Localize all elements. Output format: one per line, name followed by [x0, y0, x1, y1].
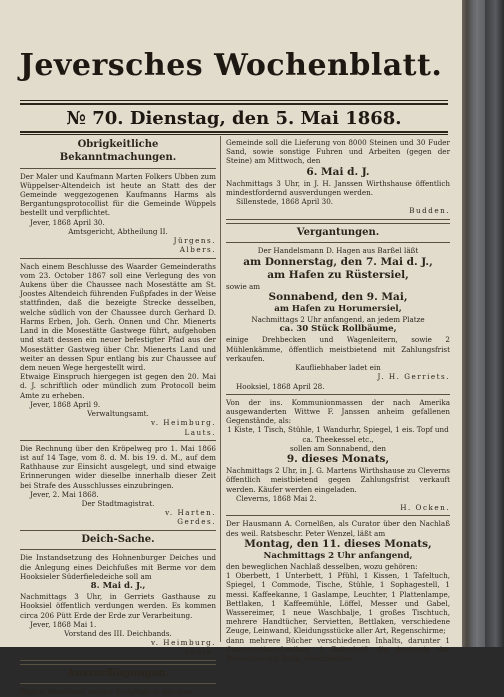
- notice-body-continued: Etwaige Einspruch hiergegen ist gegen den 20. Mai d. J. schriftlich oder mündlich zum Protocoll beim Amte zu erheben.: [20, 372, 216, 400]
- section-heading-auctions: Vergantungen.: [296, 226, 380, 238]
- auction-date: Sonnabend, den 9. Mai,: [268, 291, 408, 304]
- divider-double: [226, 219, 450, 224]
- auction-buyers: Kaufliebhaber ladet ein: [295, 363, 381, 373]
- notice-continued: Gemeinde soll die Lieferung von 8000 Steinen und 30 Fuder Sand, sowie sonstige Fuhren und Arbeiten (gegen der Steine) am Mittwoch, den: [226, 138, 450, 166]
- auction-time: Nachmittags 2 Uhr anfangend, an jedem Platze: [251, 315, 425, 325]
- notice-office: Verwaltungsamt.: [87, 409, 149, 419]
- auction-intro: Der Hausmann A. Cornelßen, als Curator über den Nachlaß des weil. Ratsbeschr. Peter Wenzel, läßt am: [226, 519, 450, 538]
- auction-item: ca. 30 Stück Rollbäume,: [279, 324, 397, 335]
- section-heading-official: Obrigkeitliche Bekanntmachungen.: [59, 139, 177, 163]
- notice-date: Jever, 1868 April 30.: [30, 217, 105, 227]
- notice-signature: Budden.: [409, 206, 450, 216]
- book-spine: [462, 0, 504, 647]
- divider: [226, 515, 450, 516]
- notice-body: Nach einem Beschlusse des Waarder Gemeinderaths vom 23. October 1867 soll eine Verlegung des von Aukens über die Chaussee nach Mosestätte am St. Joostes Altendeich führenden Fußpfades in der Weise stattfinden, daß die bezeigte Strecke desselben, welche südlich von der Chaussee durch Gerhard D. Harms Erben, Joh. Gerh. Onnen und Chr. Mienerts Land in die Mosestätte Gastwege führt, aufgehoben und statt dessen ein neuer befestigter Pfad aus der Mosestätter Gastweg über Chr. Mienerts Land und weiter an dessen Spur entlang bis zur Chaussee auf dem neuen Wege hergestellt wird.: [20, 261, 216, 372]
- notice-body: Die Instandsetzung des Hohnenburger Deiches und die Anlegung eines Deichfußes mit Berme vor dem Hooksieler Süderfieledeiche soll am: [20, 553, 216, 581]
- notice-date: Jever, 1868 April 9.: [30, 399, 101, 409]
- section-heading-contracts: Ausverdingungen.: [67, 667, 169, 679]
- notice-office: Vorstand des III. Deichbands.: [64, 629, 172, 639]
- notice-body-continued: Nachmittags 3 Uhr, in J. H. Janssen Wirthshause öffentlich mindestfordernd ausverdungen werden.: [226, 178, 450, 197]
- divider: [226, 242, 450, 243]
- auction-connector: sollen am Sonnabend, den: [289, 443, 387, 453]
- issue-rule-bottom: [20, 134, 448, 135]
- auction-intro: Der Handelsmann D. Hagen aus Barßel läßt: [257, 246, 419, 256]
- notice-date: Jever, 2. Mai 1868.: [30, 489, 99, 499]
- auction-location-date: Hooksiel, 1868 April 28.: [236, 381, 325, 391]
- auction-items: 1 Oberbett, 1 Unterbett, 1 Pfühl, 1 Kissen, 1 Tafeltuch, Spiegel, 1 Commode, Tische, Stühle, 1 Sophagestell, 1 messi. Kaffeekanne, 1 Gaslampe, Leuchter, 1 Plattenlampe, Bettlaken, 1 Kaffeemühle, Löffel, Messer und Gabel, Wassereimer, 1 neue Waschbalje, 1 großes Tischtuch, mehrere Handtücher, Servietten, Bettlaken, verschiedene Zeuge, Leinwand, Kleidungsstücke aller Art, Regenschirme;: [226, 571, 450, 636]
- notice-signature-secondary: Lauts.: [184, 647, 216, 657]
- notice-body: Die Rechnung über den Kröpelweg pro 1. Mai 1866 ist auf 14 Tage, vom 8. d. M. bis 19. d. M., auf dem Rathhause zur Einsicht ausgelegt, und sind etwaige Erinnerungen wider dieselbe innerhalb dieser Zeit bei Strafe des Ausschlusses einzubringen.: [20, 443, 216, 490]
- notice-event-date: 8. Mai d. J.,: [90, 581, 146, 592]
- left-column: [20, 138, 216, 697]
- auction-time: Nachmittags 2 Uhr anfangend,: [263, 550, 413, 561]
- notice-signature-secondary: Gerdes.: [177, 517, 216, 527]
- notice-office: Amtsgericht, Abtheilung II.: [68, 226, 168, 236]
- masthead-rule-top: [20, 100, 448, 101]
- notice-signature: v. Harten.: [165, 508, 216, 518]
- section-heading-dike: Deich-Sache.: [81, 533, 155, 545]
- masthead-rule-top-thick: [20, 103, 448, 105]
- auction-location-date: Cleverns, 1868 Mai 2.: [236, 493, 317, 503]
- divider: [20, 168, 216, 169]
- auction-signature: H. Ocken.: [400, 503, 450, 513]
- auction-body: Von der ins. Kommunionmassen der nach Amerika ausgewanderten Wittwe F. Janssen anheim gefallenen Gegenstände, als:: [226, 397, 450, 426]
- divider: [226, 394, 450, 395]
- auction-place: am Hafen zu Rüstersiel,: [267, 268, 409, 281]
- notice-event-date: 6. Mai d. J.: [306, 165, 370, 178]
- notice-signature-secondary: Lauts.: [184, 427, 216, 437]
- issue-line: № 70. Dienstag, den 5. Mai 1868.: [66, 108, 402, 129]
- auction-body: einige Drehbecken und Wagenleitern, sowie 2 Mühlenkämme, öffentlich meistbietend mit Zahlungsfrist verkaufen.: [226, 335, 450, 363]
- notice-date: Sillenstede, 1868 April 30.: [236, 197, 334, 207]
- notice-signature-secondary: Albers.: [179, 245, 216, 255]
- right-column: [226, 138, 450, 664]
- notice-body-continued: Nachmittags 3 Uhr, in Gerriets Gasthause zu Hooksiel öffentlich verdungen werden. Es kommen circa 206 Pütt Erde der Erde zur Verarbeitung.: [20, 592, 216, 620]
- auction-signature: J. H. Gerriets.: [377, 372, 450, 382]
- auction-books: dann mehrere Bücher verschiedenen Inhalts, darunter 1 Conversations-Lexikon, 1 Zeitschrift die Anatomie der Menschen von Bock, verschiedene: [226, 635, 450, 664]
- divider: [20, 258, 216, 259]
- notice-date: Jever, 1868 Mai 1.: [30, 619, 97, 629]
- divider: [20, 549, 216, 550]
- notice-signature: Jürgens.: [173, 236, 216, 246]
- auction-connector: sowie am: [226, 281, 261, 291]
- auction-place: am Hafen zu Horumersiel,: [274, 304, 402, 315]
- auction-date: Montag, den 11. dieses Monats,: [244, 537, 432, 550]
- issue-rule-bottom-thick: [20, 131, 448, 133]
- auction-lead: den beweglichen Nachlaß desselben, wozu gehören:: [226, 561, 418, 571]
- divider: [20, 440, 216, 441]
- divider-double: [20, 660, 216, 665]
- notice-body: Der Maler und Kaufmann Marten Folkers Ubben zum Wüppelser-Altendeich ist heute an Statt des der Gemeinde weggezogenen Kaufmanns Harms als Bergantungsprotocollist für die Gemeinde Wüppels bestellt und verpflichtet.: [20, 171, 216, 218]
- auction-items: 1 Kiste, 1 Tisch, Stühle, 1 Wandurhr, Spiegel, 1 eis. Topf und ca. Theekessel etc.,: [227, 425, 449, 444]
- notice-office: Der Stadtmagistrat.: [81, 499, 155, 509]
- auction-time: Nachmittags 2 Uhr, in J. G. Martens Wirthshause zu Cleverns öffentlich meistbietend gegen Zahlungsfrist verkauft werden. Käufer werden eingeladen.: [226, 466, 450, 494]
- spine-band: [476, 0, 485, 647]
- auction-date: 9. dieses Monats,: [286, 453, 390, 466]
- auction-date: am Donnerstag, den 7. Mai d. J.,: [243, 255, 433, 268]
- notice-signature: v. Heimburg.: [151, 638, 216, 648]
- masthead-title: Jeversches Wochenblatt.: [19, 48, 443, 83]
- column-divider: [220, 136, 221, 642]
- notice-body: Wegen Bestellung einiger Fußpfade in der hies.: [20, 687, 195, 697]
- notice-signature: v. Heimburg.: [151, 418, 216, 428]
- divider: [20, 530, 216, 531]
- divider: [20, 683, 216, 684]
